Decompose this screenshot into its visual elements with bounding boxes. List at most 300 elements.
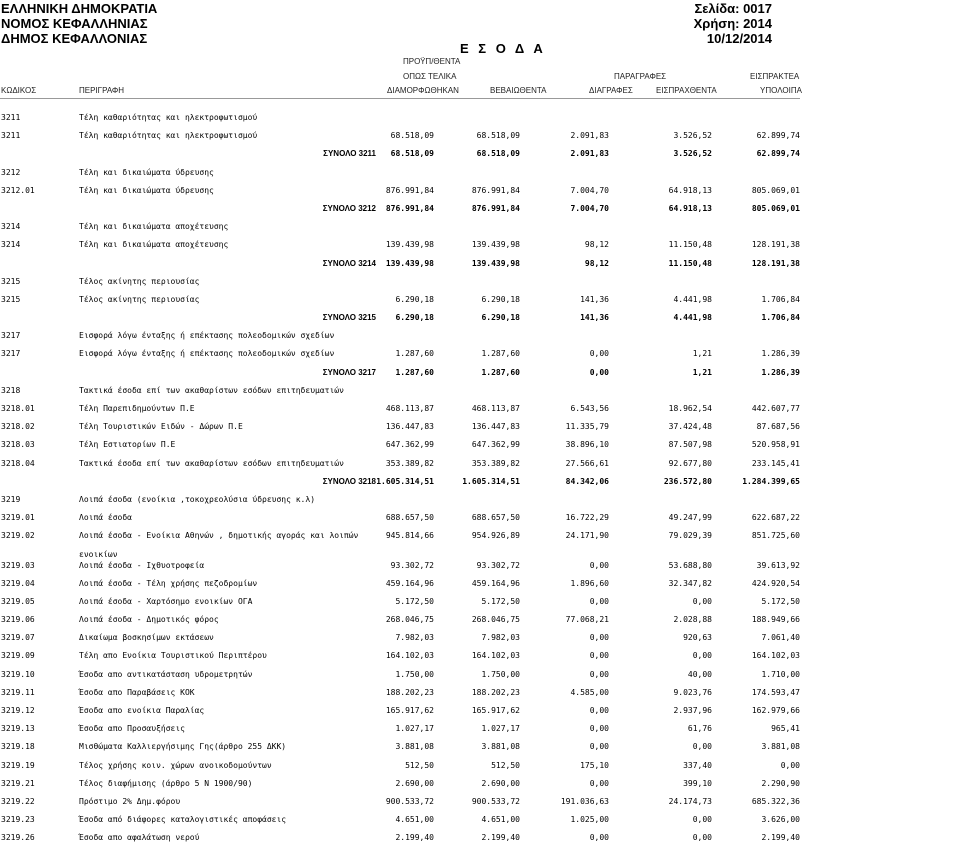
table-row bbox=[0, 291, 960, 309]
row-value-c3: 0,00 bbox=[589, 706, 609, 715]
report-rows bbox=[0, 109, 960, 848]
row-description: Έσοδα απο Προσαυξήσεις bbox=[79, 724, 185, 734]
row-value-c2: 1.027,17 bbox=[481, 724, 520, 734]
row-value-c2: 900.533,72 bbox=[471, 796, 520, 806]
table-row bbox=[0, 811, 960, 829]
row-description-continued: ενοικίων bbox=[79, 549, 118, 559]
row-value-c2: 353.389,82 bbox=[471, 458, 520, 468]
row-value-c1: 7.982,03 bbox=[395, 633, 434, 643]
row-value-c5: 1.286,39 bbox=[761, 367, 800, 377]
row-value-c4: 4.441,98 bbox=[673, 294, 712, 304]
row-value-c1: 459.164,96 bbox=[385, 578, 434, 588]
row-value-c2: 139.439,98 bbox=[471, 240, 520, 250]
row-value-c1: 6.290,18 bbox=[395, 294, 434, 304]
row-code: 3218.02 bbox=[1, 422, 35, 432]
row-code: 3215 bbox=[1, 276, 21, 286]
row-value-c3: 7.004,70 bbox=[570, 203, 609, 213]
row-value-c5: 3.881,08 bbox=[761, 742, 800, 752]
row-value-c3: 175,10 bbox=[580, 760, 609, 770]
table-row bbox=[0, 127, 960, 145]
row-value-c4: 37.424,48 bbox=[668, 422, 712, 432]
row-value-c3: 0,00 bbox=[589, 560, 609, 570]
row-value-c3: 0,00 bbox=[589, 669, 609, 679]
page-number: Σελίδα: 0017 bbox=[694, 1, 772, 16]
total-label: ΣΥΝΟΛΟ 3218 bbox=[322, 476, 376, 486]
row-value-c3: 1.025,00 bbox=[570, 815, 609, 825]
total-row bbox=[0, 200, 960, 218]
row-code: 3218 bbox=[1, 385, 21, 395]
col-c1-header-top: ΠΡΟΫΠ/ΘΕΝΤΑ bbox=[403, 57, 461, 66]
row-value-c2: 876.991,84 bbox=[471, 185, 520, 195]
row-value-c5: 3.626,00 bbox=[761, 815, 800, 825]
row-description: Λοιπά έσοδα - Τέλη χρήσης πεζοδρομίων bbox=[79, 578, 258, 588]
row-code: 3215 bbox=[1, 294, 21, 304]
row-value-c2: 6.290,18 bbox=[481, 294, 520, 304]
row-value-c2: 139.439,98 bbox=[471, 258, 520, 268]
table-row bbox=[0, 418, 960, 436]
row-value-c5: 1.286,39 bbox=[761, 349, 800, 359]
row-description: Τέλη και δικαιώματα αποχέτευσης bbox=[79, 222, 229, 232]
row-code: 3217 bbox=[1, 349, 21, 359]
row-value-c3: 24.171,90 bbox=[565, 531, 609, 541]
row-value-c4: 61,76 bbox=[687, 724, 712, 734]
table-row bbox=[0, 829, 960, 847]
row-value-c5: 442.607,77 bbox=[751, 404, 800, 413]
row-value-c3: 77.068,21 bbox=[565, 615, 609, 625]
col-c1-header-mid: ΟΠΩΣ ΤΕΛΙΚΑ bbox=[403, 72, 457, 81]
row-value-c5: 174.593,47 bbox=[751, 687, 800, 697]
row-code: 3219.06 bbox=[1, 615, 35, 625]
row-description: Εισφορά λόγω ένταξης ή επέκτασης πολεοδομικών σχεδίων bbox=[79, 331, 335, 341]
row-value-c1: 139.439,98 bbox=[385, 240, 434, 250]
row-code: 3211 bbox=[1, 131, 21, 141]
total-row bbox=[0, 364, 960, 382]
row-description: Τέλη και δικαιώματα αποχέτευσης bbox=[79, 240, 229, 250]
row-value-c5: 188.949,66 bbox=[751, 615, 800, 625]
row-code: 3219.23 bbox=[1, 815, 35, 825]
row-value-c3: 0,00 bbox=[589, 367, 609, 377]
row-value-c4: 92.677,80 bbox=[668, 458, 712, 468]
table-row bbox=[0, 702, 960, 720]
row-value-c4: 2.028,88 bbox=[673, 615, 712, 625]
group-row bbox=[0, 273, 960, 291]
row-value-c5: 2.290,90 bbox=[761, 778, 800, 788]
row-value-c1: 139.439,98 bbox=[385, 258, 434, 268]
col-c1-header: ΔΙΑΜΟΡΦΩΘΗΚΑΝ bbox=[387, 86, 459, 95]
row-value-c3: 4.585,00 bbox=[570, 687, 609, 697]
row-description: Πρόστιμο 2% Δημ.φόρου bbox=[79, 796, 181, 806]
row-value-c4: 9.023,76 bbox=[673, 687, 712, 697]
group-row bbox=[0, 327, 960, 345]
row-value-c1: 136.447,83 bbox=[385, 422, 434, 432]
row-code: 3219.21 bbox=[1, 778, 35, 788]
row-value-c4: 79.029,39 bbox=[668, 531, 712, 541]
total-row bbox=[0, 309, 960, 327]
table-row bbox=[0, 666, 960, 684]
row-value-c2: 136.447,83 bbox=[471, 422, 520, 432]
row-value-c5: 128.191,38 bbox=[751, 240, 800, 250]
row-code: 3219.01 bbox=[1, 513, 35, 523]
row-value-c1: 2.690,00 bbox=[395, 778, 434, 788]
row-value-c1: 1.027,17 bbox=[395, 724, 434, 734]
row-description: Τέλη απο Ενοίκια Τουριστικού Περιπτέρου bbox=[79, 651, 267, 661]
header-left-line-3: ΔΗΜΟΣ ΚΕΦΑΛΛΟΝΙΑΣ bbox=[1, 31, 148, 46]
row-value-c5: 1.706,84 bbox=[761, 294, 800, 304]
row-value-c4: 49.247,99 bbox=[668, 513, 712, 523]
row-value-c5: 965,41 bbox=[771, 724, 800, 734]
row-value-c4: 1,21 bbox=[692, 349, 712, 359]
row-description: Μισθώματα Καλλιεργήσιμης Γης(άρθρο 255 ΔΚΚ) bbox=[79, 742, 287, 752]
row-code: 3219.07 bbox=[1, 633, 35, 643]
row-value-c5: 0,00 bbox=[780, 760, 800, 770]
row-description: Έσοδα από διάφορες καταλογιστικές αποφάσεις bbox=[79, 815, 287, 825]
row-value-c1: 68.518,09 bbox=[390, 149, 434, 159]
col-code-header: ΚΩΔΙΚΟΣ bbox=[1, 86, 37, 95]
row-value-c4: 11.150,48 bbox=[668, 240, 712, 250]
row-value-c1: 93.302,72 bbox=[390, 560, 434, 570]
row-description: Έσοδα απο αφαλάτωση νερού bbox=[79, 833, 200, 843]
row-value-c2: 876.991,84 bbox=[471, 203, 520, 213]
row-value-c5: 1.706,84 bbox=[761, 313, 800, 323]
header-divider bbox=[0, 98, 800, 99]
row-value-c3: 98,12 bbox=[584, 258, 609, 268]
total-label: ΣΥΝΟΛΟ 3217 bbox=[322, 367, 376, 377]
group-row bbox=[0, 382, 960, 400]
row-value-c5: 128.191,38 bbox=[751, 258, 800, 268]
header-left-line-2: ΝΟΜΟΣ ΚΕΦΑΛΛΗΝΙΑΣ bbox=[1, 16, 148, 31]
table-row bbox=[0, 738, 960, 756]
row-code: 3212 bbox=[1, 167, 21, 177]
row-value-c5: 622.687,22 bbox=[751, 513, 800, 523]
row-value-c5: 1.710,00 bbox=[761, 669, 800, 679]
row-value-c1: 3.881,08 bbox=[395, 742, 434, 752]
row-description: Τέλος διαφήμισης (άρθρο 5 Ν 1900/90) bbox=[79, 778, 253, 788]
table-row bbox=[0, 455, 960, 473]
row-value-c3: 16.722,29 bbox=[565, 513, 609, 523]
row-value-c1: 688.657,50 bbox=[385, 513, 434, 523]
group-row bbox=[0, 218, 960, 236]
row-value-c4: 4.441,98 bbox=[673, 313, 712, 323]
col-c2-header: ΒΕΒΑΙΩΘΕΝΤΑ bbox=[490, 86, 547, 95]
col-c3-header: ΔΙΑΓΡΑΦΕΣ bbox=[589, 86, 633, 95]
row-value-c1: 876.991,84 bbox=[385, 203, 434, 213]
table-row bbox=[0, 757, 960, 775]
row-value-c3: 2.091,83 bbox=[570, 131, 609, 141]
row-description: Δικαίωμα βοσκησίμων εκτάσεων bbox=[79, 633, 214, 643]
row-code: 3219.10 bbox=[1, 669, 35, 679]
row-code: 3217 bbox=[1, 331, 21, 341]
row-value-c2: 1.287,60 bbox=[481, 367, 520, 377]
row-description: Τέλη και δικαιώματα ύδρευσης bbox=[79, 185, 214, 195]
row-code: 3219 bbox=[1, 494, 21, 504]
row-value-c2: 268.046,75 bbox=[471, 615, 520, 625]
table-row bbox=[0, 593, 960, 611]
row-value-c1: 268.046,75 bbox=[385, 615, 434, 625]
row-code: 3219.13 bbox=[1, 724, 35, 734]
row-description: Τέλος χρήσης κοιν. χώρων ανοικοδομούντων bbox=[79, 760, 272, 770]
row-value-c4: 3.526,52 bbox=[673, 149, 712, 159]
row-value-c3: 6.543,56 bbox=[570, 404, 609, 413]
row-value-c5: 2.199,40 bbox=[761, 833, 800, 843]
row-value-c2: 5.172,50 bbox=[481, 596, 520, 606]
row-value-c4: 337,40 bbox=[683, 760, 712, 770]
row-value-c4: 18.962,54 bbox=[668, 404, 712, 413]
row-value-c4: 0,00 bbox=[692, 833, 712, 843]
row-code: 3219.19 bbox=[1, 760, 35, 770]
table-row bbox=[0, 236, 960, 254]
row-value-c2: 512,50 bbox=[491, 760, 520, 770]
row-value-c5: 233.145,41 bbox=[751, 458, 800, 468]
row-value-c4: 920,63 bbox=[683, 633, 712, 643]
row-value-c3: 0,00 bbox=[589, 633, 609, 643]
row-value-c4: 0,00 bbox=[692, 651, 712, 661]
total-row bbox=[0, 145, 960, 163]
row-value-c2: 1.750,00 bbox=[481, 669, 520, 679]
row-value-c5: 87.687,56 bbox=[756, 422, 800, 432]
row-description: Έσοδα απο Παραβάσεις ΚΟΚ bbox=[79, 687, 195, 697]
table-row bbox=[0, 629, 960, 647]
table-row bbox=[0, 557, 960, 575]
row-value-c3: 27.566,61 bbox=[565, 458, 609, 468]
table-row bbox=[0, 546, 960, 557]
table-row bbox=[0, 400, 960, 418]
row-value-c5: 5.172,50 bbox=[761, 596, 800, 606]
row-value-c4: 1,21 bbox=[692, 367, 712, 377]
col-c4-header: ΕΙΣΠΡΑΧΘΕΝΤΑ bbox=[656, 86, 717, 95]
row-value-c5: 1.284.399,65 bbox=[742, 476, 800, 486]
row-value-c2: 164.102,03 bbox=[471, 651, 520, 661]
row-value-c2: 3.881,08 bbox=[481, 742, 520, 752]
row-code: 3211 bbox=[1, 113, 21, 122]
row-description: Τέλος ακίνητης περιουσίας bbox=[79, 294, 200, 304]
col-c5-header: ΥΠΟΛΟΙΠΑ bbox=[760, 86, 802, 95]
row-value-c5: 685.322,36 bbox=[751, 796, 800, 806]
table-row bbox=[0, 684, 960, 702]
row-value-c2: 165.917,62 bbox=[471, 706, 520, 715]
row-code: 3219.22 bbox=[1, 796, 35, 806]
col-c5-header-top: ΕΙΣΠΡΑΚΤΕΑ bbox=[750, 72, 800, 81]
row-value-c3: 98,12 bbox=[584, 240, 609, 250]
row-description: Εισφορά λόγω ένταξης ή επέκτασης πολεοδομικών σχεδίων bbox=[79, 349, 335, 359]
row-description: Τέλη Εστιατορίων Π.Ε bbox=[79, 440, 176, 450]
row-value-c4: 3.526,52 bbox=[673, 131, 712, 141]
row-code: 3219.09 bbox=[1, 651, 35, 661]
table-row bbox=[0, 793, 960, 811]
row-value-c5: 39.613,92 bbox=[756, 560, 800, 570]
row-code: 3219.18 bbox=[1, 742, 35, 752]
row-value-c5: 851.725,60 bbox=[751, 531, 800, 541]
row-value-c5: 805.069,01 bbox=[751, 203, 800, 213]
row-value-c1: 164.102,03 bbox=[385, 651, 434, 661]
row-description: Έσοδα απο αντικατάσταση υδρομετρητών bbox=[79, 669, 253, 679]
row-value-c2: 1.287,60 bbox=[481, 349, 520, 359]
row-description: Λοιπά έσοδα bbox=[79, 513, 132, 523]
row-code: 3219.03 bbox=[1, 560, 35, 570]
row-value-c2: 2.199,40 bbox=[481, 833, 520, 843]
row-value-c1: 6.290,18 bbox=[395, 313, 434, 323]
col-c3-header-top: ΠΑΡΑΓΡΑΦΕΣ bbox=[614, 72, 667, 81]
row-value-c4: 0,00 bbox=[692, 596, 712, 606]
row-code: 3214 bbox=[1, 222, 21, 232]
row-code: 3219.11 bbox=[1, 687, 35, 697]
row-value-c2: 459.164,96 bbox=[471, 578, 520, 588]
row-value-c2: 68.518,09 bbox=[476, 131, 520, 141]
row-value-c2: 1.605.314,51 bbox=[462, 476, 520, 486]
total-label: ΣΥΝΟΛΟ 3214 bbox=[322, 258, 376, 268]
row-value-c3: 0,00 bbox=[589, 833, 609, 843]
row-value-c3: 0,00 bbox=[589, 724, 609, 734]
row-code: 3218.01 bbox=[1, 404, 35, 413]
row-description: Τακτικά έσοδα επί των ακαθαρίστων εσόδων επιτηδευματιών bbox=[79, 385, 344, 395]
row-code: 3218.03 bbox=[1, 440, 35, 450]
fiscal-year: Χρήση: 2014 bbox=[693, 16, 772, 31]
group-row bbox=[0, 109, 960, 127]
row-value-c2: 7.982,03 bbox=[481, 633, 520, 643]
table-row bbox=[0, 575, 960, 593]
group-row bbox=[0, 491, 960, 509]
row-value-c1: 512,50 bbox=[405, 760, 434, 770]
col-desc-header: ΠΕΡΙΓΡΑΦΗ bbox=[79, 86, 125, 95]
row-value-c3: 11.335,79 bbox=[565, 422, 609, 432]
row-value-c1: 900.533,72 bbox=[385, 796, 434, 806]
row-value-c4: 64.918,13 bbox=[668, 185, 712, 195]
row-code: 3219.04 bbox=[1, 578, 35, 588]
row-value-c5: 424.920,54 bbox=[751, 578, 800, 588]
row-value-c4: 40,00 bbox=[687, 669, 712, 679]
row-value-c5: 162.979,66 bbox=[751, 706, 800, 715]
row-value-c2: 2.690,00 bbox=[481, 778, 520, 788]
row-value-c4: 24.174,73 bbox=[668, 796, 712, 806]
row-value-c2: 954.926,89 bbox=[471, 531, 520, 541]
row-value-c1: 2.199,40 bbox=[395, 833, 434, 843]
row-code: 3219.26 bbox=[1, 833, 35, 843]
row-value-c1: 468.113,87 bbox=[385, 404, 434, 413]
row-value-c5: 164.102,03 bbox=[751, 651, 800, 661]
row-description: Λοιπά έσοδα - Ενοίκια Αθηνών , δημοτικής αγοράς και λοιπών bbox=[79, 531, 359, 541]
row-value-c3: 0,00 bbox=[589, 778, 609, 788]
row-description: Λοιπά έσοδα - Ιχθυοτροφεία bbox=[79, 560, 205, 570]
total-row bbox=[0, 473, 960, 491]
total-label: ΣΥΝΟΛΟ 3212 bbox=[322, 203, 376, 213]
row-value-c4: 0,00 bbox=[692, 742, 712, 752]
row-value-c5: 62.899,74 bbox=[756, 131, 800, 141]
row-value-c2: 68.518,09 bbox=[476, 149, 520, 159]
row-description: Τέλη καθαριότητας και ηλεκτροφωτισμού bbox=[79, 113, 258, 122]
row-code: 3212.01 bbox=[1, 185, 35, 195]
row-description: Τέλη Παρεπιδημούντων Π.Ε bbox=[79, 404, 195, 413]
row-value-c4: 53.688,80 bbox=[668, 560, 712, 570]
row-value-c3: 0,00 bbox=[589, 596, 609, 606]
row-value-c3: 141,36 bbox=[580, 294, 609, 304]
table-row bbox=[0, 182, 960, 200]
row-value-c2: 188.202,23 bbox=[471, 687, 520, 697]
row-description: Τέλη καθαριότητας και ηλεκτροφωτισμού bbox=[79, 131, 258, 141]
row-value-c3: 1.896,60 bbox=[570, 578, 609, 588]
row-value-c4: 64.918,13 bbox=[668, 203, 712, 213]
row-description: Τακτικά έσοδα επί των ακαθαρίστων εσόδων επιτηδευματιών bbox=[79, 458, 344, 468]
row-value-c2: 468.113,87 bbox=[471, 404, 520, 413]
table-row bbox=[0, 509, 960, 527]
row-value-c1: 1.750,00 bbox=[395, 669, 434, 679]
row-value-c2: 6.290,18 bbox=[481, 313, 520, 323]
row-value-c4: 87.507,98 bbox=[668, 440, 712, 450]
row-value-c3: 7.004,70 bbox=[570, 185, 609, 195]
group-row bbox=[0, 164, 960, 182]
row-value-c3: 0,00 bbox=[589, 742, 609, 752]
row-description: Τέλη Τουριστικών Ειδών - Δώρων Π.Ε bbox=[79, 422, 243, 432]
row-code: 3219.05 bbox=[1, 596, 35, 606]
row-value-c5: 7.061,40 bbox=[761, 633, 800, 643]
row-value-c3: 2.091,83 bbox=[570, 149, 609, 159]
row-description: Τέλη και δικαιώματα ύδρευσης bbox=[79, 167, 214, 177]
row-value-c1: 1.287,60 bbox=[395, 349, 434, 359]
row-value-c1: 945.814,66 bbox=[385, 531, 434, 541]
row-value-c4: 0,00 bbox=[692, 815, 712, 825]
row-value-c5: 62.899,74 bbox=[756, 149, 800, 159]
row-description: Λοιπά έσοδα - Δημοτικός φόρος bbox=[79, 615, 219, 625]
row-value-c5: 520.958,91 bbox=[751, 440, 800, 450]
row-value-c1: 188.202,23 bbox=[385, 687, 434, 697]
row-value-c3: 84.342,06 bbox=[565, 476, 609, 486]
table-row bbox=[0, 611, 960, 629]
row-value-c1: 647.362,99 bbox=[385, 440, 434, 450]
table-row bbox=[0, 647, 960, 665]
row-value-c3: 0,00 bbox=[589, 349, 609, 359]
row-value-c2: 688.657,50 bbox=[471, 513, 520, 523]
report-title: Ε Σ Ο Δ Α bbox=[460, 41, 546, 56]
row-value-c1: 4.651,00 bbox=[395, 815, 434, 825]
table-row bbox=[0, 527, 960, 545]
row-value-c1: 5.172,50 bbox=[395, 596, 434, 606]
row-code: 3219.02 bbox=[1, 531, 35, 541]
row-value-c4: 11.150,48 bbox=[668, 258, 712, 268]
row-value-c1: 353.389,82 bbox=[385, 458, 434, 468]
row-code: 3219.12 bbox=[1, 706, 35, 715]
row-value-c1: 876.991,84 bbox=[385, 185, 434, 195]
row-value-c1: 68.518,09 bbox=[390, 131, 434, 141]
row-value-c4: 236.572,80 bbox=[663, 476, 712, 486]
row-value-c3: 38.896,10 bbox=[565, 440, 609, 450]
table-row bbox=[0, 345, 960, 363]
row-code: 3218.04 bbox=[1, 458, 35, 468]
report-date: 10/12/2014 bbox=[706, 31, 772, 46]
total-label: ΣΥΝΟΛΟ 3215 bbox=[322, 313, 376, 323]
row-description: Τέλος ακίνητης περιουσίας bbox=[79, 276, 200, 286]
row-value-c2: 93.302,72 bbox=[476, 560, 520, 570]
header-left-line-1: ΕΛΛΗΝΙΚΗ ΔΗΜΟΚΡΑΤΙΑ bbox=[1, 1, 158, 16]
row-value-c1: 1.605.314,51 bbox=[376, 476, 434, 486]
row-value-c4: 399,10 bbox=[683, 778, 712, 788]
total-row bbox=[0, 255, 960, 273]
row-value-c5: 805.069,01 bbox=[751, 185, 800, 195]
table-row bbox=[0, 720, 960, 738]
row-code: 3214 bbox=[1, 240, 21, 250]
row-value-c1: 1.287,60 bbox=[395, 367, 434, 377]
row-description: Λοιπά έσοδα - Χαρτόσημο ενοικίων ΟΓΑ bbox=[79, 596, 253, 606]
row-value-c4: 32.347,82 bbox=[668, 578, 712, 588]
row-value-c3: 0,00 bbox=[589, 651, 609, 661]
table-row bbox=[0, 775, 960, 793]
row-value-c2: 647.362,99 bbox=[471, 440, 520, 450]
row-description: Έσοδα απο ενοίκια Παραλίας bbox=[79, 706, 205, 715]
table-row bbox=[0, 436, 960, 454]
row-value-c3: 141,36 bbox=[580, 313, 609, 323]
row-value-c3: 191.036,63 bbox=[560, 796, 609, 806]
row-value-c2: 4.651,00 bbox=[481, 815, 520, 825]
row-value-c1: 165.917,62 bbox=[385, 706, 434, 715]
total-label: ΣΥΝΟΛΟ 3211 bbox=[323, 149, 376, 159]
row-value-c4: 2.937,96 bbox=[673, 706, 712, 715]
